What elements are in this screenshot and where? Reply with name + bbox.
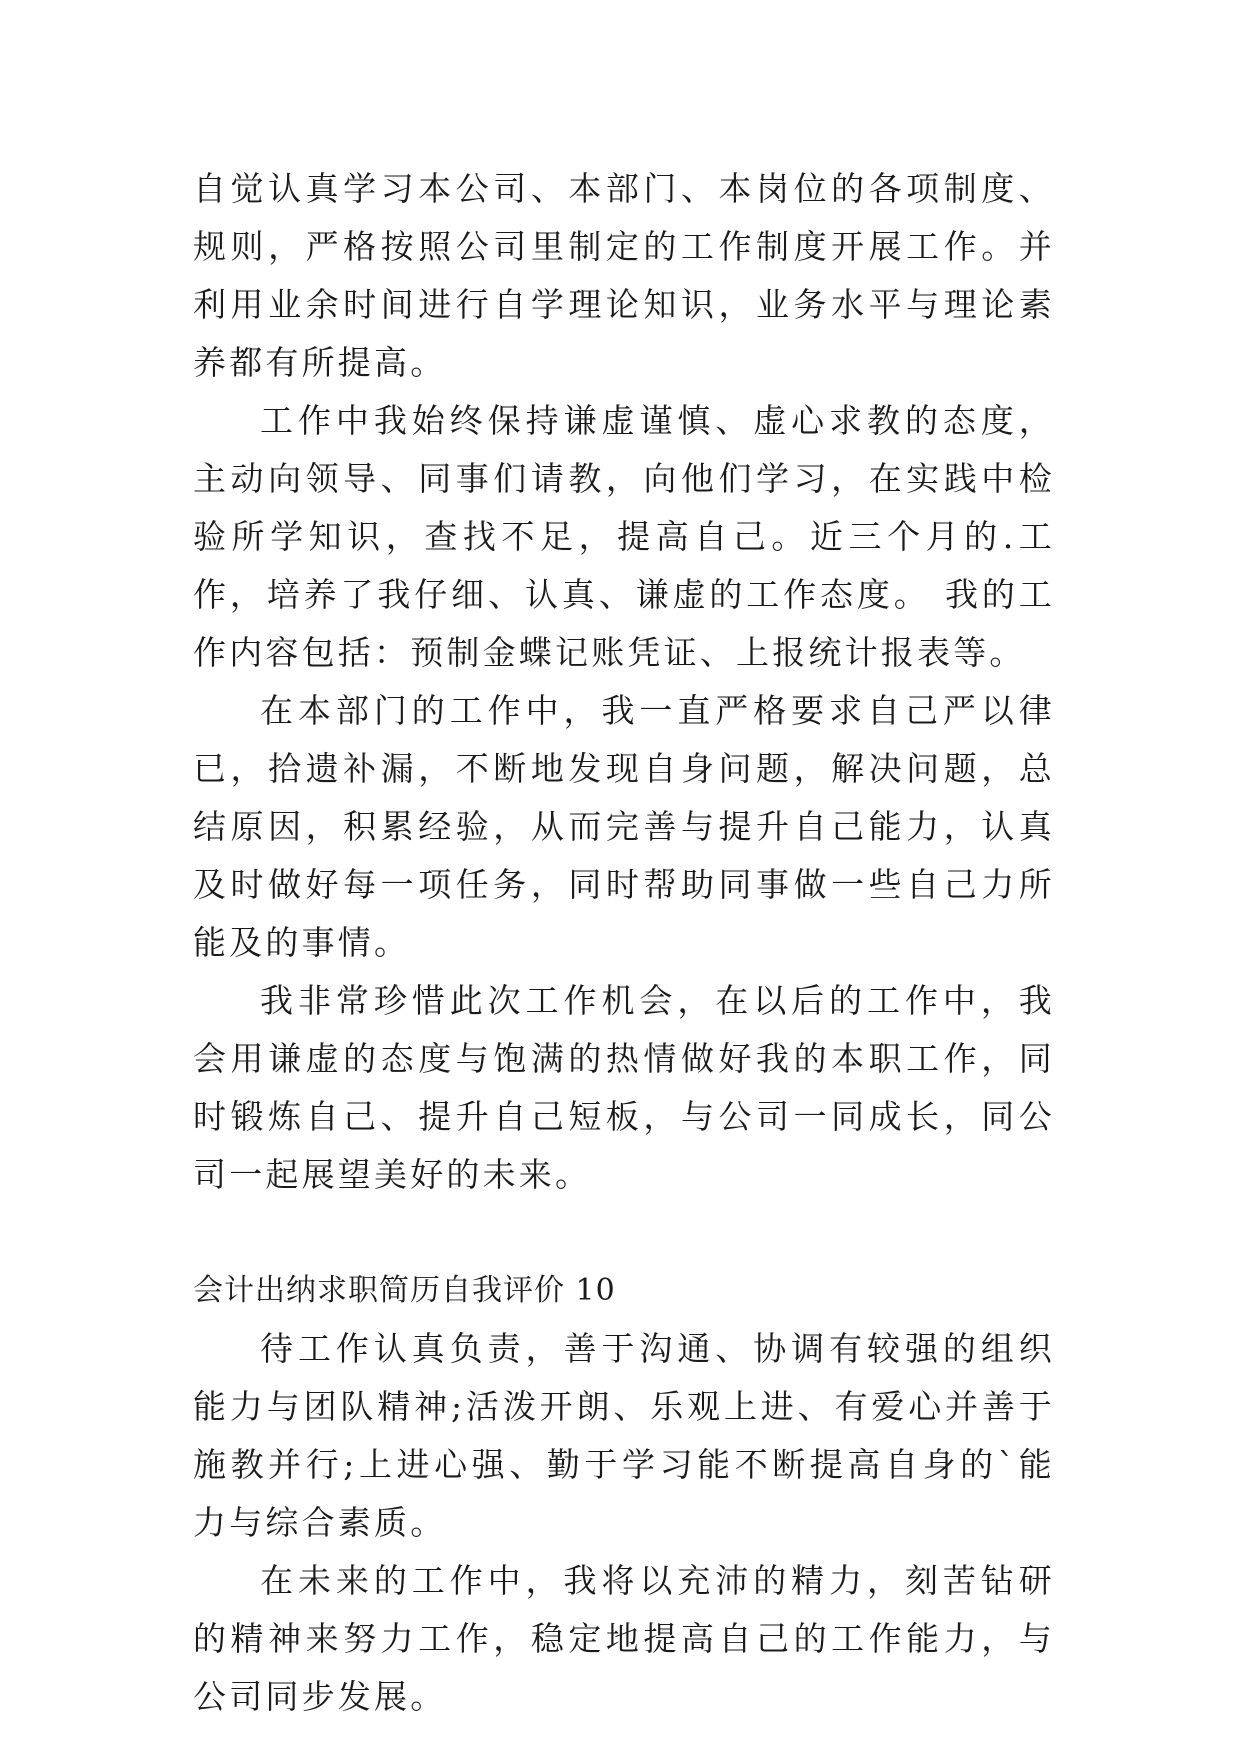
section-spacer bbox=[193, 1204, 1055, 1262]
paragraph-6: 在未来的工作中，我将以充沛的精力，刻苦钻研的精神来努力工作，稳定地提高自己的工作能力，与公司同步发展。 bbox=[193, 1561, 1055, 1716]
paragraph-1: 自觉认真学习本公司、本部门、本岗位的各项制度、规则，严格按照公司里制定的工作制度开展工作。并利用业余时间进行自学理论知识，业务水平与理论素养都有所提高。 bbox=[193, 169, 1055, 382]
document-page bbox=[193, 160, 1055, 1726]
paragraph-4: 我非常珍惜此次工作机会，在以后的工作中，我会用谦虚的态度与饱满的热情做好我的本职工作，同时锻炼自己、提升自己短板，与公司一同成长，同公司一起展望美好的未来。 bbox=[193, 981, 1055, 1194]
section-heading: 会计出纳求职简历自我评价 10 bbox=[193, 1273, 616, 1308]
paragraph-3: 在本部门的工作中，我一直严格要求自己严以律已，拾遗补漏，不断地发现自身问题，解决问题，总结原因，积累经验，从而完善与提升自己能力，认真及时做好每一项任务，同时帮助同事做一些自己力所能及的事情。 bbox=[193, 691, 1055, 962]
paragraph-5: 待工作认真负责，善于沟通、协调有较强的组织能力与团队精神;活泼开朗、乐观上进、有爱心并善于施教并行;上进心强、勤于学习能不断提高自身的`能力与综合素质。 bbox=[193, 1329, 1055, 1542]
paragraph-2: 工作中我始终保持谦虚谨慎、虚心求教的态度，主动向领导、同事们请教，向他们学习，在实践中检验所学知识，查找不足，提高自己。近三个月的.工作，培养了我仔细、认真、谦虚的工作态度。 我的工作内容包括：预制金蝶记账凭证、上报统计报表等。 bbox=[193, 401, 1055, 672]
